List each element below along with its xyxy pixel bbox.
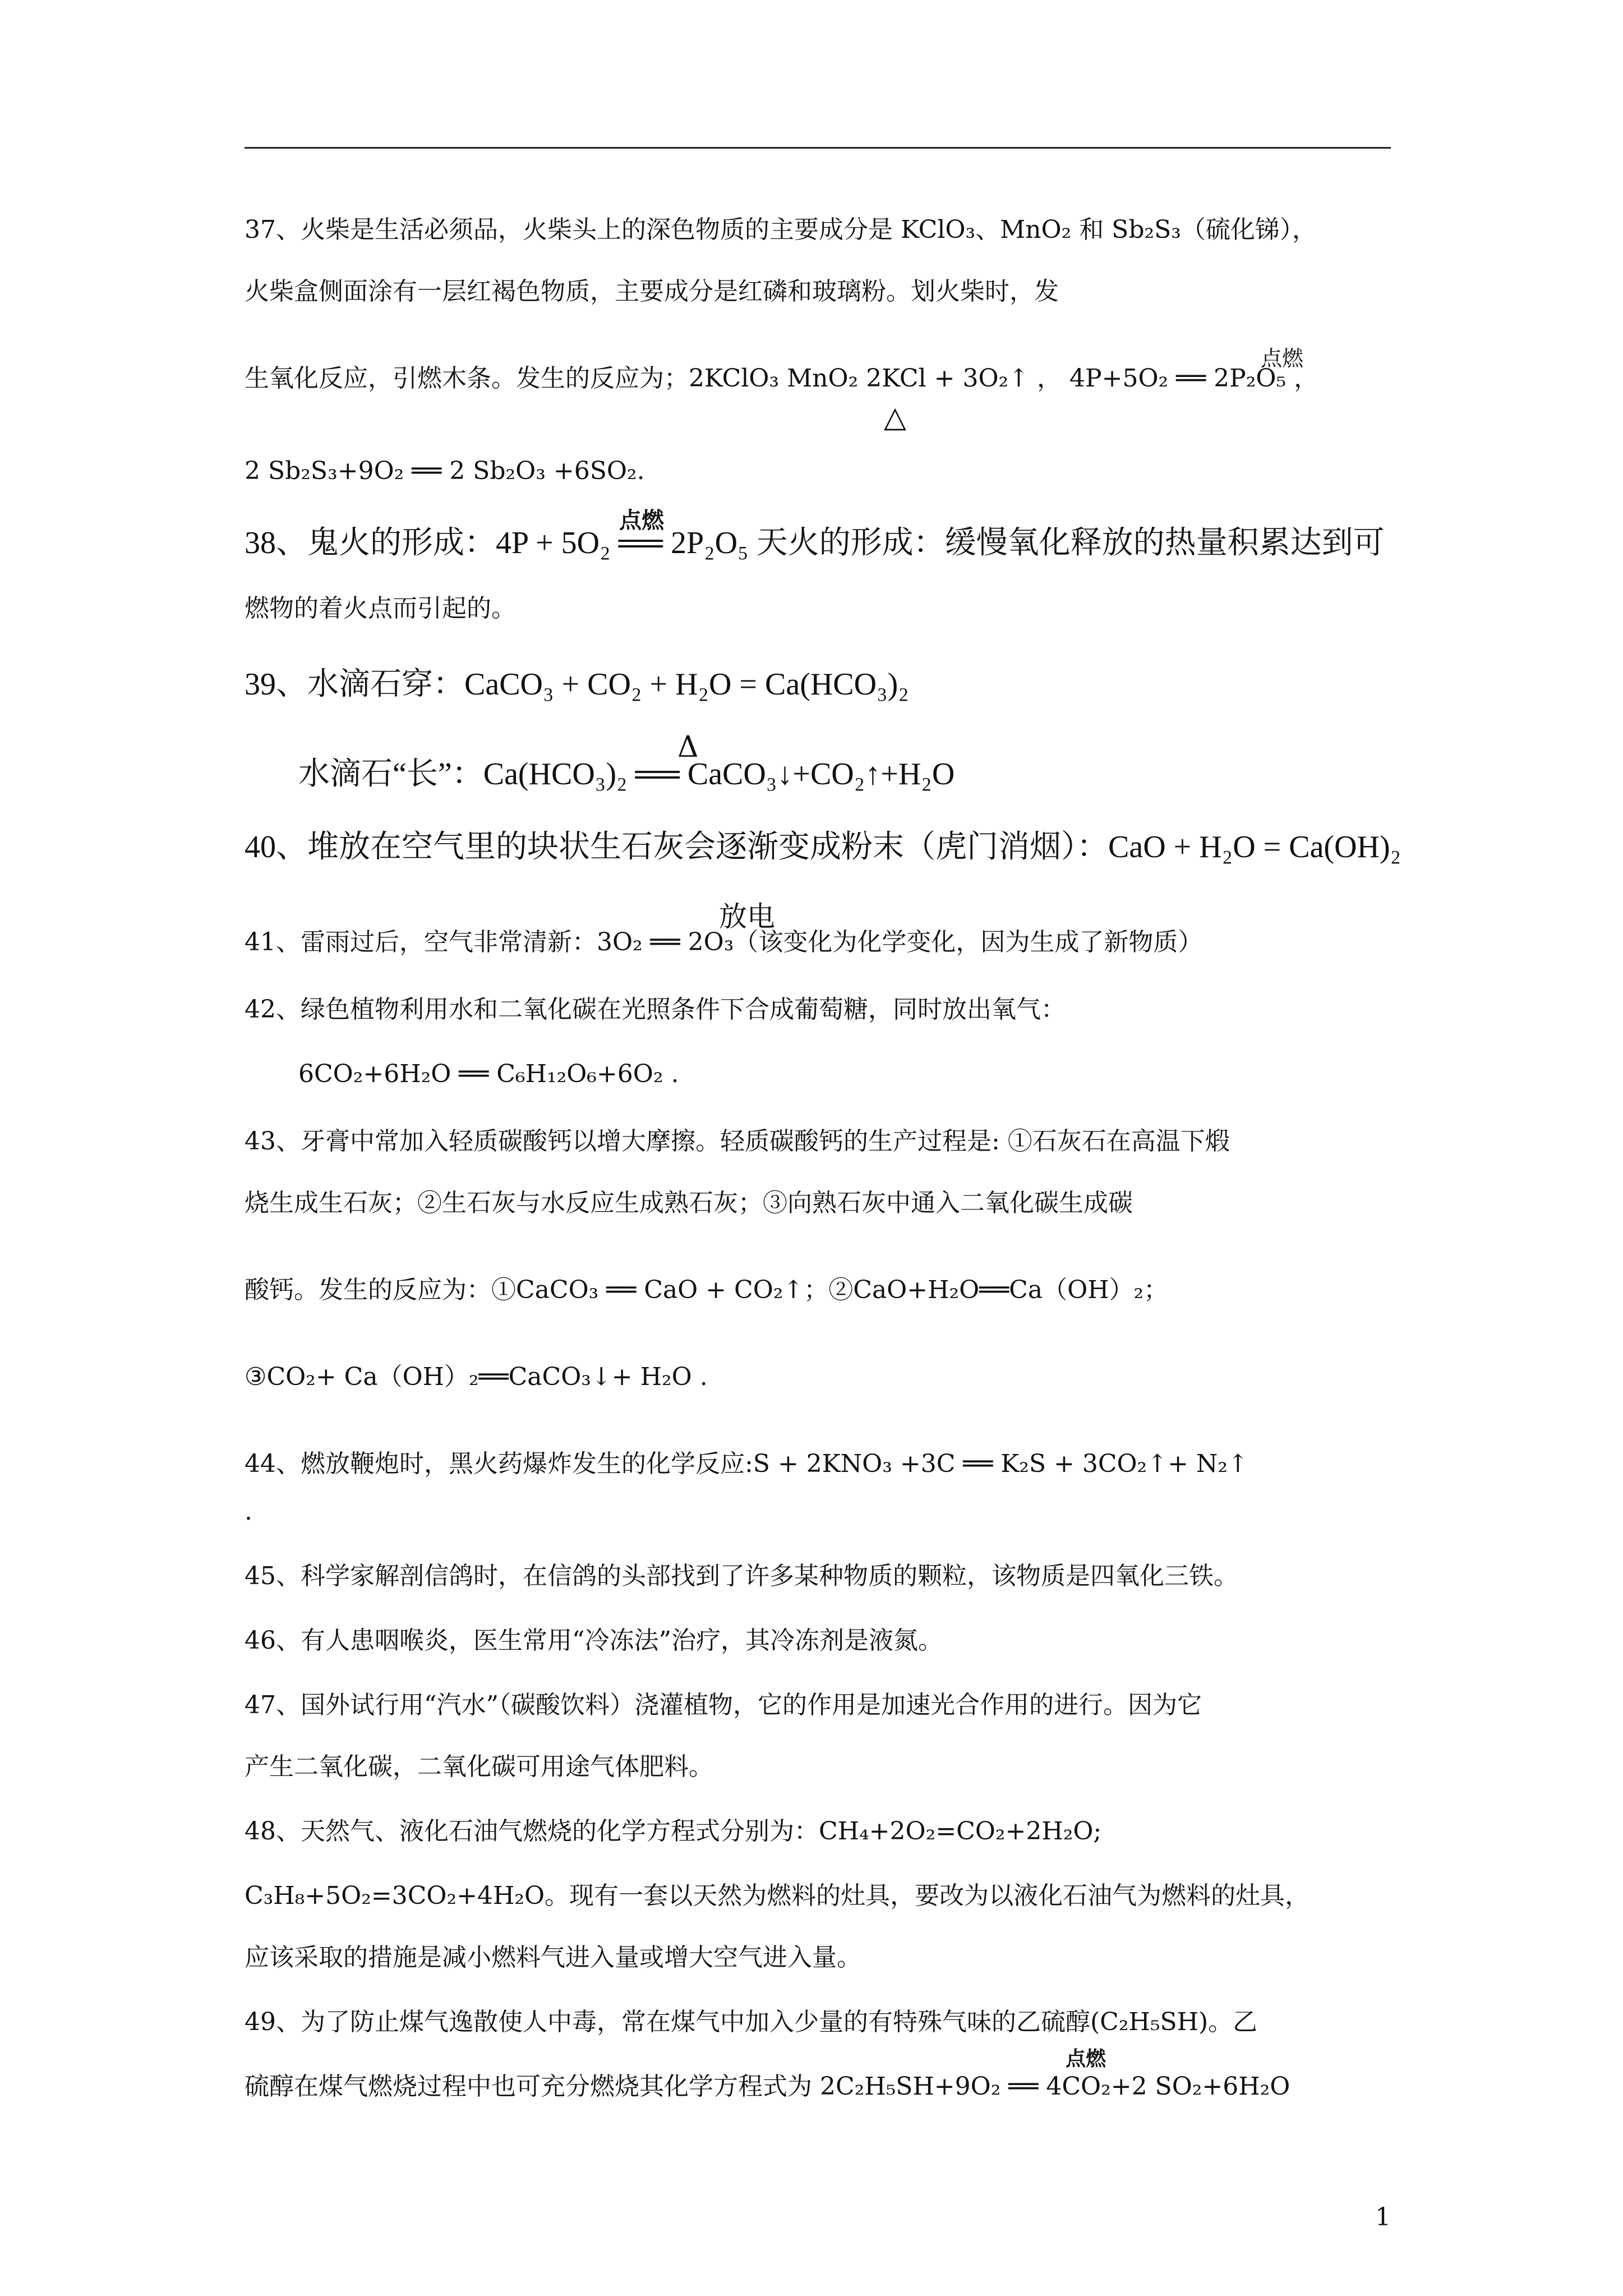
text-line: 生氧化反应，引燃木条。发生的反应为；2KClO₃ MnO₂ 2KCl + 3O₂↑ ， 4P+5O₂ ══ 2P₂O₅ ， [245,364,1319,393]
text-line: 43、牙膏中常加入轻质碳酸钙以增大摩擦。轻质碳酸钙的生产过程是: ①石灰石在高温下煅 [245,1127,1230,1156]
text-line: 38、鬼火的形成：4P + 5O₂ ══ 2P₂O₅ 天火的形成：缓慢氧化释放的热量积累达到可 [245,526,1385,560]
ignite-condition-label: 点燃 [1261,346,1304,371]
text-line: 水滴石“长”：Ca(HCO₃)₂ ══ CaCO₃↓+CO₂↑+H₂O [298,757,955,792]
text-line: 49、为了防止煤气逸散使人中毒，常在煤气中加入少量的有特殊气味的乙硫醇(C₂H₅SH)。乙 [245,2008,1258,2036]
text-line: . [245,1497,252,1526]
text-line: 酸钙。发生的反应为：①CaCO₃ ══ CaO + CO₂↑；②CaO+H₂O══Ca（OH）₂； [245,1276,1169,1304]
text-line: 产生二氧化碳，二氧化碳可用途气体肥料。 [245,1752,713,1781]
text-line: 2 Sb₂S₃+9O₂ ══ 2 Sb₂O₃ +6SO₂. [245,457,645,485]
page-number: 1 [1375,2203,1391,2231]
ignite-condition-label: 点燃 [619,507,664,533]
text-line: 37、火柴是生活必须品，火柴头上的深色物质的主要成分是 KClO₃、MnO₂ 和 Sb₂S₃（硫化锑）， [245,215,1317,244]
text-line: 47、国外试行用“汽水”（碳酸饮料）浇灌植物，它的作用是加速光合作用的进行。因为它 [245,1691,1202,1719]
text-line: 6CO₂+6H₂O ══ C₆H₁₂O₆+6O₂ . [298,1060,679,1088]
text-line: 45、科学家解剖信鸽时，在信鸽的头部找到了许多某种物质的颗粒，该物质是四氧化三铁。 [245,1562,1238,1590]
heat-condition-label: Δ [677,730,699,764]
text-line: 40、堆放在空气里的块状生石灰会逐渐变成粉末（虎门消烟）：CaO + H₂O = Ca(OH)₂ [245,830,1401,864]
text-line: 42、绿色植物利用水和二氧化碳在光照条件下合成葡萄糖，同时放出氧气： [245,995,1066,1024]
text-line: 46、有人患咽喉炎，医生常用“冷冻法”治疗，其冷冻剂是液氮。 [245,1626,943,1655]
discharge-condition-label: 放电 [719,900,775,933]
text-line: 燃物的着火点而引起的。 [245,594,516,623]
ignite-condition-label: 点燃 [1066,2047,1106,2070]
text-line: 烧生成生石灰；②生石灰与水反应生成熟石灰；③向熟石灰中通入二氧化碳生成碳 [245,1189,1133,1217]
text-line: C₃H₈+5O₂=3CO₂+4H₂O。现有一套以天然为燃料的灶具，要改为以液化石油气为燃料的灶具， [245,1881,1310,1910]
text-line: 41、雷雨过后，空气非常清新：3O₂ ══ 2O₃（该变化为化学变化，因为生成了新物质） [245,928,1203,956]
text-line: 火柴盒侧面涂有一层红褐色物质，主要成分是红磷和玻璃粉。划火柴时，发 [245,277,1059,306]
text-line: 39、水滴石穿：CaCO₃ + CO₂ + H₂O = Ca(HCO₃)₂ [245,667,909,702]
text-line: 48、天然气、液化石油气燃烧的化学方程式分别为：CH₄+2O₂=CO₂+2H₂O; [245,1817,1102,1846]
text-line: ③CO₂+ Ca（OH）₂══CaCO₃↓+ H₂O . [245,1363,708,1391]
text-line: 硫醇在煤气燃烧过程中也可充分燃烧其化学方程式为 2C₂H₅SH+9O₂ ══ 4CO₂+2 SO₂+6H₂O [245,2072,1290,2101]
text-line: 44、燃放鞭炮时，黑火药爆炸发生的化学反应:S + 2KNO₃ +3C ══ K₂S + 3CO₂↑+ N₂↑ [245,1450,1248,1478]
heat-triangle-symbol: △ [884,401,906,434]
header-rule [245,147,1391,149]
text-line: 应该采取的措施是减小燃料气进入量或增大空气进入量。 [245,1943,861,1972]
